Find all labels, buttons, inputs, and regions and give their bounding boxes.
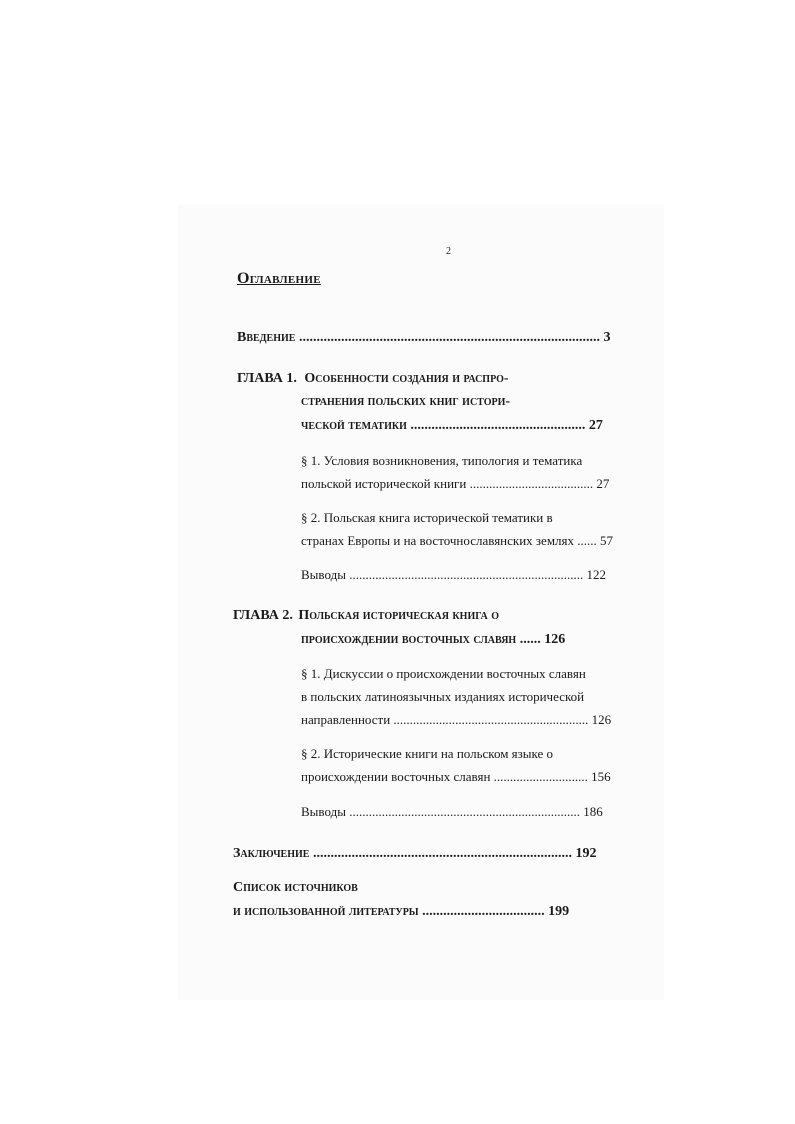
- toc-chapter2-title-line1: Польская историческая книга о: [298, 608, 500, 623]
- toc-sources-leader: ...................................: [422, 904, 545, 919]
- toc-ch2-sec1-line2: в польских латиноязычных изданиях исторической: [301, 689, 585, 704]
- toc-ch1-sec1-line1: § 1. Условия возникновения, типология и тематика: [301, 453, 583, 468]
- toc-conclusion-leader: ..........................................................................: [312, 846, 572, 861]
- toc-ch1-sec2-line2[interactable]: [301, 533, 613, 549]
- toc-ch2-sec2-leader: .............................: [493, 769, 588, 784]
- toc-entry-intro[interactable]: [237, 330, 610, 346]
- toc-ch1-sec1-line2[interactable]: [301, 476, 609, 492]
- toc-ch1-sec1-leader: ......................................: [469, 476, 594, 491]
- toc-chapter2-leader: ......: [519, 632, 541, 647]
- toc-ch2-sec2-line2[interactable]: [301, 769, 611, 785]
- toc-chapter1-label: ГЛАВА 1.: [237, 371, 297, 386]
- toc-ch2-conclusions-leader: .......................................................................: [349, 804, 580, 819]
- toc-ch1-conclusions[interactable]: [301, 567, 606, 583]
- toc-intro-leader: ......................................................................................: [298, 330, 600, 345]
- toc-chapter1-line1[interactable]: [237, 371, 509, 387]
- toc-conclusion-title: Заключение: [233, 846, 310, 861]
- toc-ch2-sec1-page: 126: [591, 712, 612, 727]
- page-title: Оглавление: [237, 270, 321, 287]
- toc-ch2-sec1-line1: § 1. Дискуссии о происхождении восточных славян: [301, 666, 586, 681]
- toc-ch2-conclusions-text: Выводы: [301, 804, 346, 819]
- toc-ch2-conclusions-page: 186: [583, 804, 603, 819]
- toc-ch2-sec1-text: направленности: [301, 712, 391, 727]
- toc-chapter1-leader: ..................................................: [410, 418, 586, 433]
- toc-sources-title-line1: Список источников: [233, 880, 358, 895]
- toc-ch1-sec2-leader: ......: [577, 533, 597, 548]
- toc-ch2-sec2-page: 156: [591, 769, 611, 784]
- toc-chapter2-line1[interactable]: [233, 608, 499, 624]
- toc-ch1-sec1-page: 27: [596, 476, 610, 491]
- toc-ch1-sec2-line1: § 2. Польская книга исторической тематики в: [301, 510, 553, 525]
- toc-conclusion-page: 192: [575, 846, 597, 861]
- toc-sources-title-line2: и использованной литературы: [233, 904, 419, 919]
- toc-chapter2-page: 126: [544, 632, 566, 647]
- toc-ch2-sec2-text: происхождении восточных славян: [301, 769, 491, 784]
- toc-sources-page: 199: [548, 904, 570, 919]
- toc-chapter2-line2[interactable]: [301, 632, 565, 648]
- toc-intro-title: Введение: [237, 330, 296, 345]
- toc-chapter1-page: 27: [588, 418, 603, 433]
- toc-intro-page: 3: [603, 330, 611, 345]
- toc-chapter1-line3[interactable]: [301, 418, 603, 434]
- toc-chapter1-title-line2: странения польских книг истори-: [301, 394, 511, 409]
- toc-ch1-sec1-text: польской исторической книги: [301, 476, 467, 491]
- toc-chapter1-title-line1: Особенности создания и распро-: [304, 371, 509, 386]
- toc-ch1-conclusions-page: 122: [586, 567, 606, 582]
- toc-chapter1-title-line3: ческой тематики: [301, 418, 407, 433]
- toc-ch2-sec1-line3[interactable]: [301, 712, 611, 728]
- toc-ch2-conclusions[interactable]: [301, 804, 603, 820]
- toc-chapter2-label: ГЛАВА 2.: [233, 608, 293, 623]
- toc-ch2-sec1-leader: ............................................................: [393, 712, 589, 727]
- toc-ch1-sec2-text: странах Европы и на восточнославянских землях: [301, 533, 575, 548]
- toc-ch2-sec2-line1: § 2. Исторические книги на польском языке о: [301, 746, 554, 761]
- toc-ch1-sec2-page: 57: [600, 533, 614, 548]
- toc-entry-conclusion[interactable]: [233, 846, 596, 862]
- toc-entry-sources[interactable]: [233, 904, 569, 920]
- toc-chapter2-title-line2: происхождении восточных славян: [301, 632, 517, 647]
- toc-ch1-conclusions-text: Выводы: [301, 567, 346, 582]
- toc-ch1-conclusions-leader: ........................................................................: [349, 567, 584, 582]
- page-number: 2: [446, 246, 451, 257]
